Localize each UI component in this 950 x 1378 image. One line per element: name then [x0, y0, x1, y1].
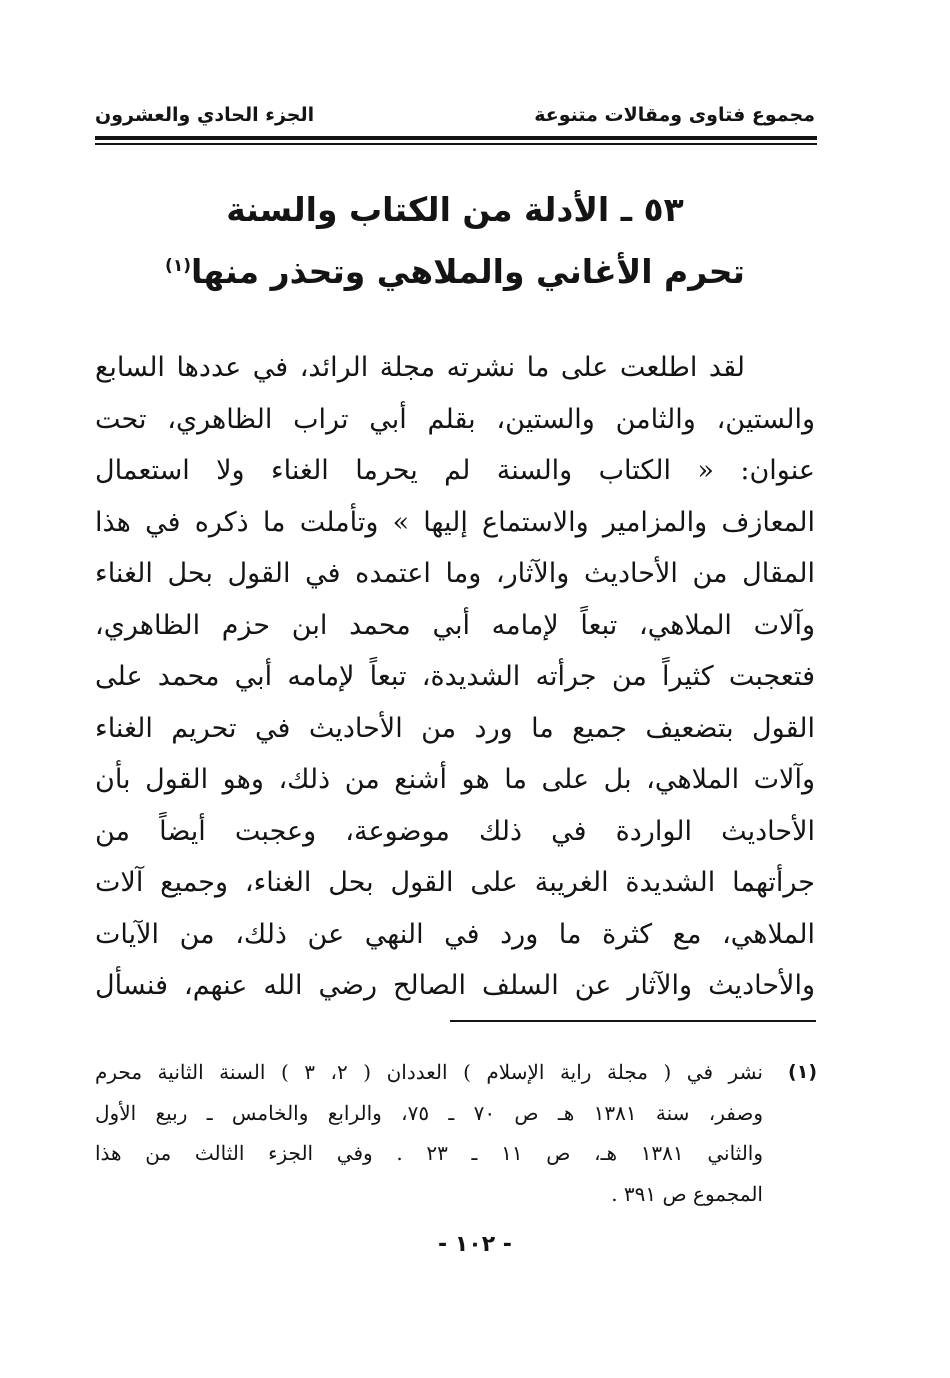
header-rule-thin — [95, 143, 817, 145]
body-line: جرأتهما الشديدة الغريبة على القول بحل الغناء، وجميع آلات — [95, 867, 815, 898]
body-text — [95, 342, 815, 1012]
title-line-1: ٥٣ ـ الأدلة من الكتاب والسنة — [226, 190, 684, 229]
article-title — [95, 182, 815, 300]
footnote-number: (١) — [788, 1061, 817, 1083]
body-line: فتعجبت كثيراً من جرأته الشديدة، تبعاً لإمامه أبي محمد على — [95, 661, 815, 692]
header-volume: الجزء الحادي والعشرون — [95, 104, 315, 126]
footnote-separator — [450, 1020, 816, 1022]
body-line: وآلات الملاهي، تبعاً لإمامه أبي محمد ابن حزم الظاهري، — [95, 609, 815, 641]
body-line: القول بتضعيف جميع ما ورد من الأحاديث في تحريم الغناء — [95, 712, 815, 744]
body-line: المعازف والمزامير والاستماع إليها » وتأملت ما ذكره في هذا — [95, 506, 815, 538]
title-footnote-ref: (١) — [165, 256, 191, 276]
header-rule-thick — [95, 136, 817, 140]
footnote-line: المجموع ص ٣٩١ . — [611, 1181, 763, 1206]
footnote-line: نشر في ( مجلة راية الإسلام ) العددان ( ٢، ٣ ) السنة الثانية محرم — [95, 1060, 763, 1084]
body-line: وآلات الملاهي، بل على ما هو أشنع من ذلك، وهو القول بأن — [95, 764, 815, 795]
body-line: المقال من الأحاديث والآثار، وما اعتمده في القول بحل الغناء — [95, 558, 815, 589]
body-line: عنوان: « الكتاب والسنة لم يحرما الغناء ولا استعمال — [95, 455, 815, 486]
running-header — [95, 98, 815, 132]
body-line: الملاهي، مع كثرة ما ورد في النهي عن ذلك، من الآيات — [95, 918, 815, 950]
body-line: والأحاديث والآثار عن السلف الصالح رضي الله عنهم، فنسأل — [95, 970, 815, 1001]
title-line-2 — [95, 238, 815, 300]
header-book-title: مجموع فتاوى ومقالات متنوعة — [534, 104, 815, 126]
page-number: - ١٠٢ - — [438, 1232, 512, 1257]
footnote-line: وصفر، سنة ١٣٨١ هـ ص ٧٠ ـ ٧٥، والرابع والخامس ـ ربيع الأول — [95, 1100, 763, 1125]
footnote-text — [95, 1052, 763, 1214]
footnote — [95, 1052, 817, 1214]
body-line: لقد اطلعت على ما نشرته مجلة الرائد، في عددها السابع — [95, 352, 745, 383]
title-line-2-text: تحرم الأغاني والملاهي وتحذر منها — [191, 252, 745, 291]
body-line: الأحاديث الواردة في ذلك موضوعة، وعجبت أيضاً من — [95, 815, 815, 847]
footnote-line: والثاني ١٣٨١ هـ، ص ١١ ـ ٢٣ . وفي الجزء الثالث من هذا — [95, 1141, 764, 1165]
body-line: والستين، والثامن والستين، بقلم أبي تراب الظاهري، تحت — [95, 403, 815, 435]
